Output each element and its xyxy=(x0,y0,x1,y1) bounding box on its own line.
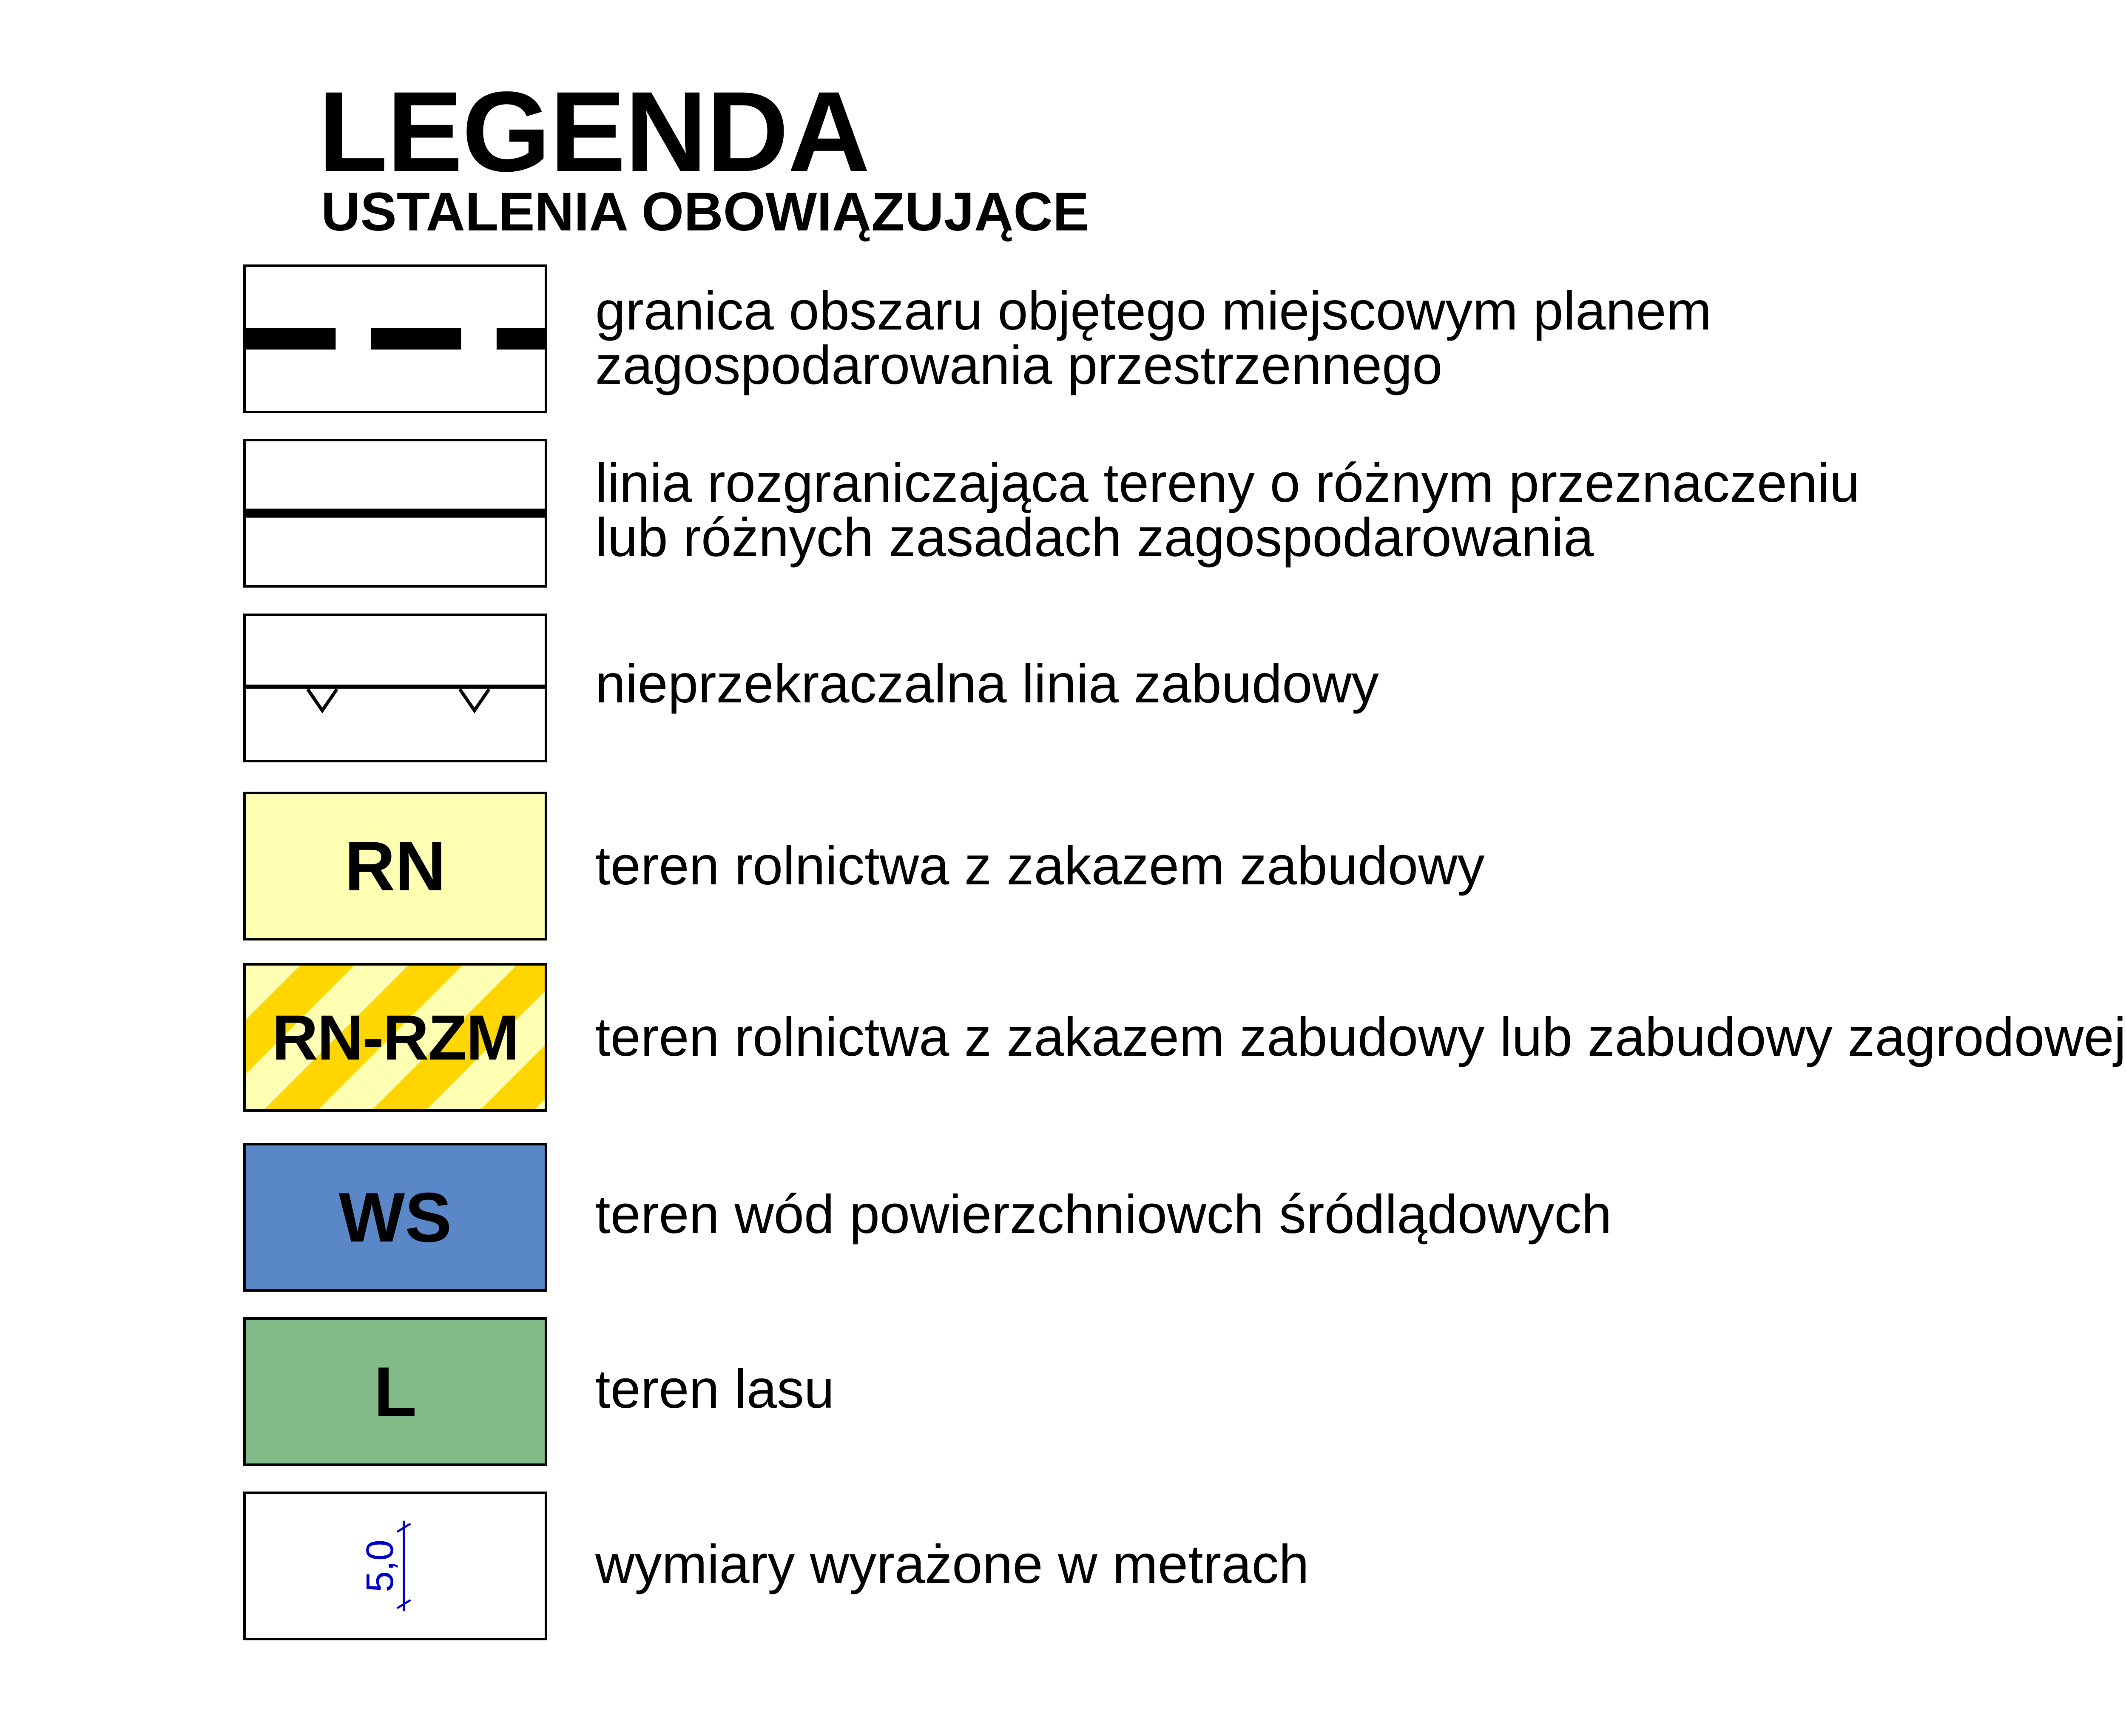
legend-item-dimension-label xyxy=(595,1534,1309,1595)
legend-text-line: lub różnych zasadach zagospodarowania xyxy=(595,507,1594,568)
legend-text-line: granica obszaru objętego miejscowym planem xyxy=(595,281,1712,341)
legend-title: LEGENDA xyxy=(318,68,870,195)
dividing-line-symbol xyxy=(243,439,547,588)
legend-item-dividing-label xyxy=(595,453,1860,568)
legend-item-rn-rzm-label xyxy=(595,1007,2126,1068)
rn-code: RN xyxy=(344,827,446,905)
rn-rzm-symbol xyxy=(243,963,547,1112)
dimension-value: 5,0 xyxy=(358,1540,401,1592)
building-line-icon xyxy=(246,616,545,760)
legend-text-line: teren wód powierzchniowch śródlądowych xyxy=(595,1184,1612,1245)
legend-text-line: teren rolnictwa z zakazem zabudowy lub zabudowy zagrodowej xyxy=(595,1007,2126,1068)
legend-item-ws-label xyxy=(595,1184,1612,1245)
legend-text-line: linia rozgraniczająca tereny o różnym przeznaczeniu xyxy=(595,453,1860,514)
legend-text-line: zagospodarowania przestrzennego xyxy=(595,335,1443,396)
dimension-symbol xyxy=(243,1492,547,1640)
dashed-boundary-symbol xyxy=(243,264,547,413)
l-symbol xyxy=(243,1317,547,1466)
legend-text-line: teren lasu xyxy=(595,1359,835,1420)
dashed-line-icon xyxy=(246,267,545,411)
building-line-symbol xyxy=(243,614,547,762)
legend-item-building-line-label xyxy=(595,653,1379,714)
legend-text-line: wymiary wyrażone w metrach xyxy=(595,1534,1309,1595)
rn-symbol xyxy=(243,792,547,940)
ws-symbol xyxy=(243,1143,547,1292)
rn-rzm-code: RN-RZM xyxy=(272,1002,519,1073)
legend-text-line: teren rolnictwa z zakazem zabudowy xyxy=(595,835,1485,896)
l-code: L xyxy=(374,1352,417,1431)
legend-text-line: nieprzekraczalna linia zabudowy xyxy=(595,653,1379,714)
solid-line-icon xyxy=(246,441,545,585)
dimension-icon xyxy=(246,1494,545,1638)
legend-item-rn-label xyxy=(595,835,1485,896)
legend-subtitle: USTALENIA OBOWIĄZUJĄCE xyxy=(321,182,1089,242)
legend-item-boundary-label xyxy=(595,281,1712,396)
ws-code: WS xyxy=(338,1178,452,1256)
legend-item-l-label xyxy=(595,1359,835,1420)
